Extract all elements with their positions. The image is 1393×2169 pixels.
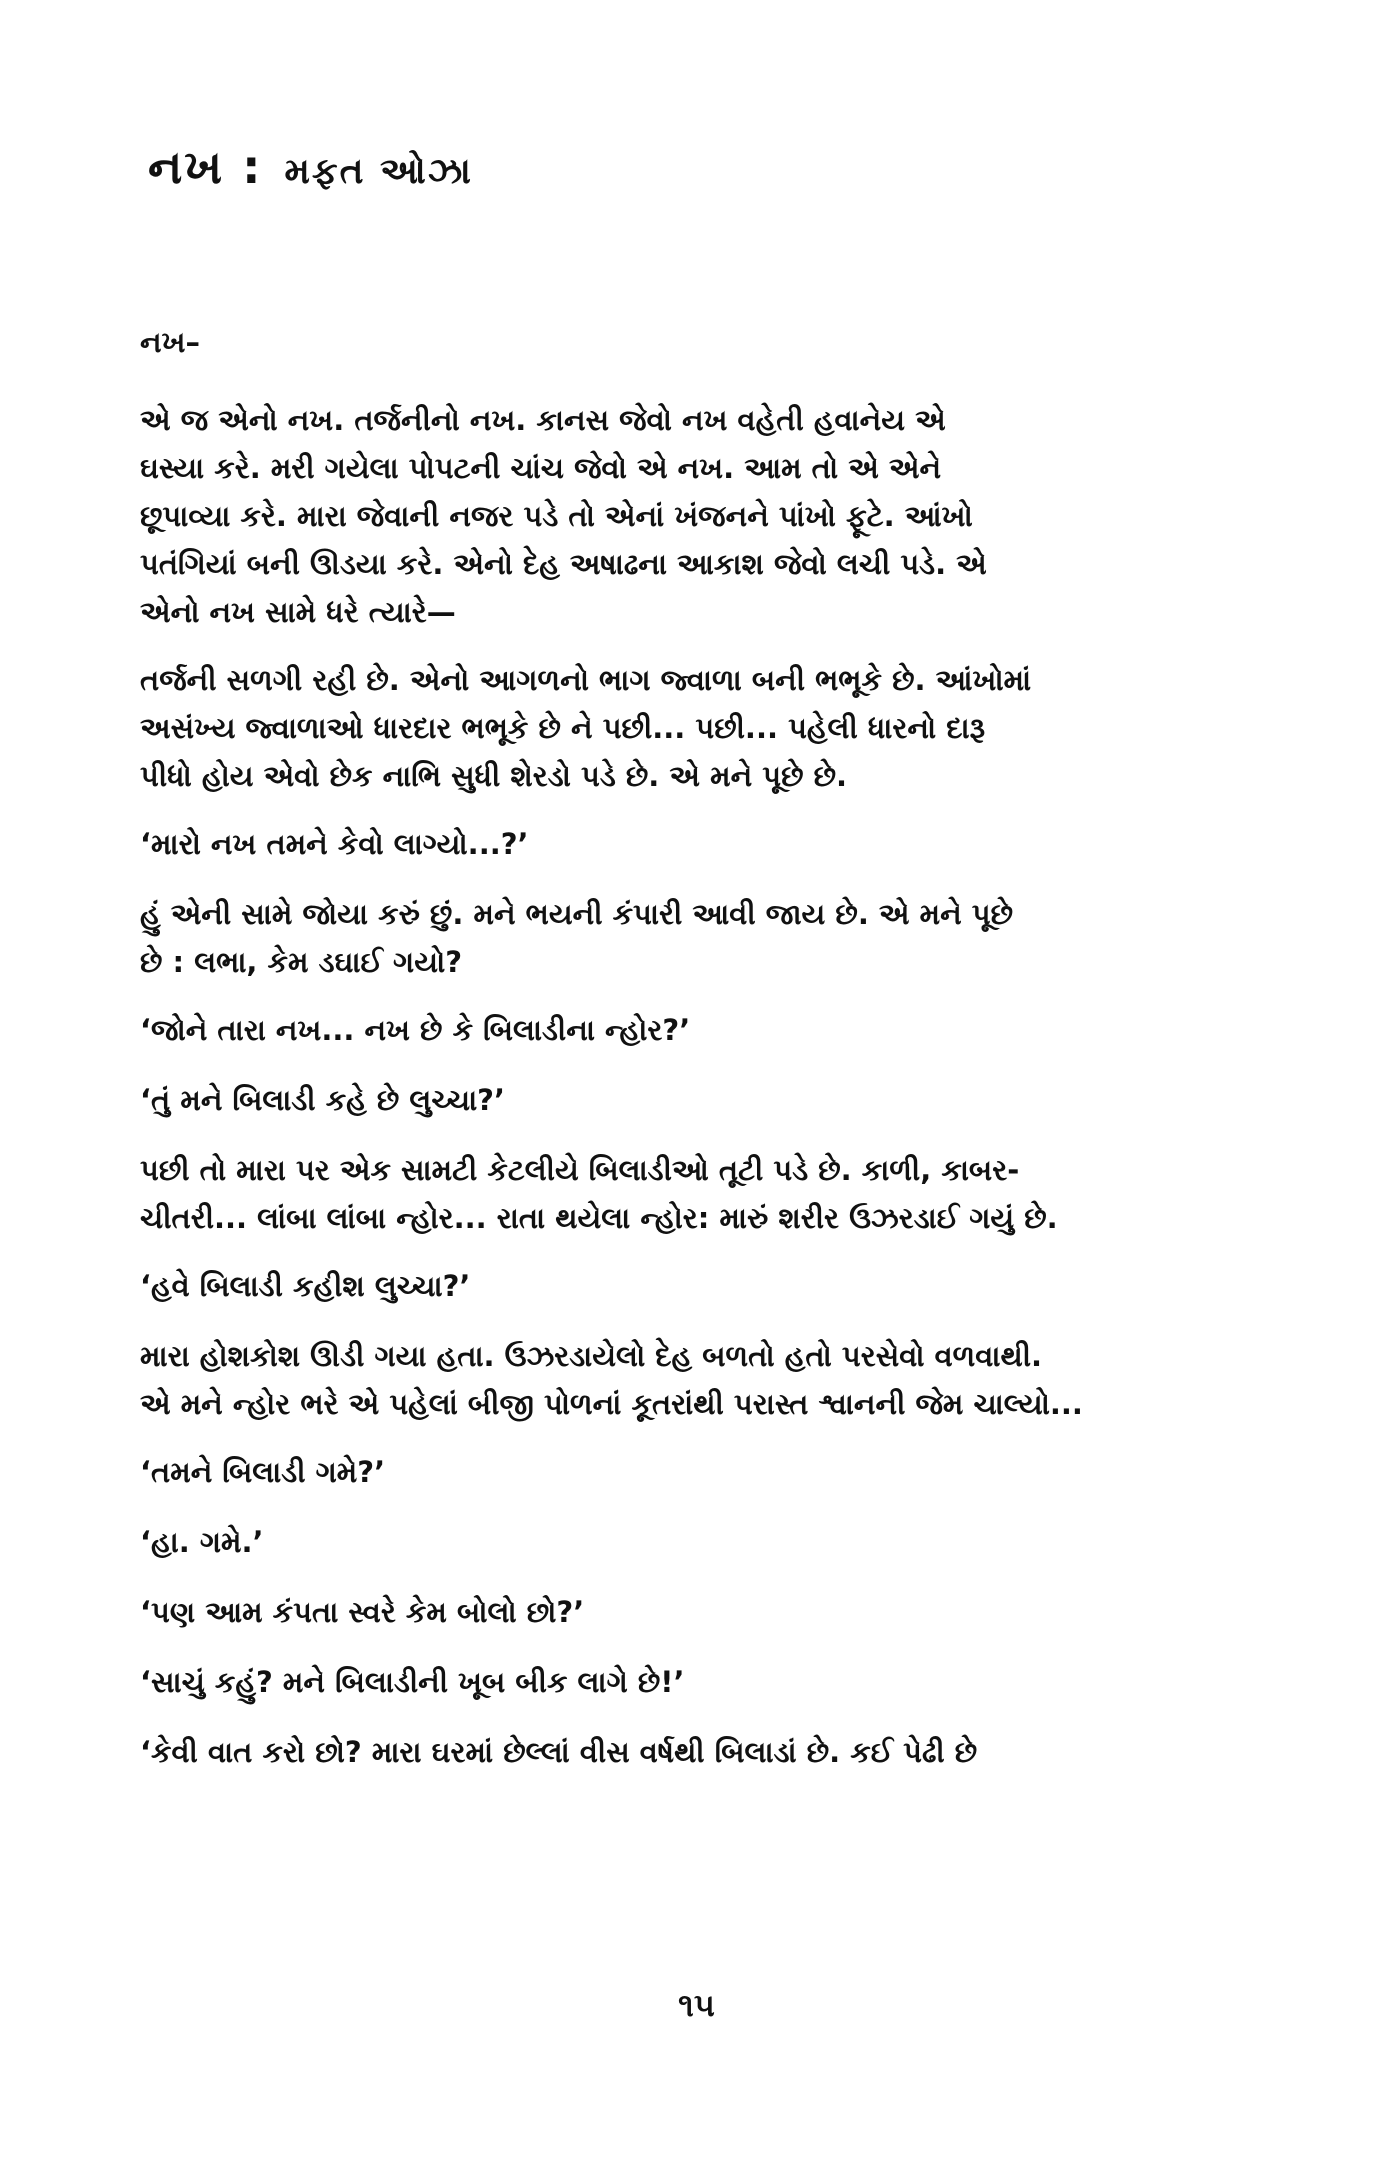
dialogue-line [140,1728,1265,1776]
dialogue-line [140,1658,1265,1706]
text-line: ‘જોને તારા નખ... નખ છે કે બિલાડીના ન્હોર?’ [140,1013,691,1047]
text-line: છે : લભા, કેમ ડઘાઈ ગયો? [140,945,463,979]
text-line: નખ– [140,325,200,359]
text-line: એ જ એનો નખ. તર્જનીનો નખ. કાનસ જેવો નખ વહેતી હવાનેય એ [140,403,946,437]
text-line: ‘કેવી વાત કરો છો? મારા ઘરમાં છેલ્લાં વીસ વર્ષથી બિલાડાં છે. કઈ પેઢી છે [140,1735,978,1769]
author-name: મફત ઓઝા [284,151,473,192]
paragraph [140,890,1265,986]
story-body [140,318,1265,1798]
text-line: ‘સાચું કહું? મને બિલાડીની ખૂબ બીક લાગે છે!’ [140,1665,685,1699]
paragraph [140,1146,1265,1242]
dialogue-line [140,1448,1265,1496]
text-line: ‘હવે બિલાડી કહીશ લુચ્ચા?’ [140,1269,471,1303]
dialogue-line [140,1006,1265,1054]
dialogue-line [140,820,1265,868]
text-line: છૂપાવ્યા કરે. મારા જેવાની નજર પડે તો એનાં ખંજનને પાંખો ફૂટે. આંખો [140,499,973,533]
text-line: પછી તો મારા પર એક સામટી કેટલીયે બિલાડીઓ તૂટી પડે છે. કાળી, કાબર- [140,1153,1020,1187]
dialogue-line [140,1588,1265,1636]
text-line: ‘પણ આમ કંપતા સ્વરે કેમ બોલો છો?’ [140,1595,585,1629]
text-line: મારા હોશકોશ ઊડી ગયા હતા. ઉઝરડાયેલો દેહ બળતો હતો પરસેવો વળવાથી. [140,1339,1043,1373]
text-line: એનો નખ સામે ધરે ત્યારે— [140,595,456,629]
heading-separator: : [242,140,263,194]
text-line: ‘હા. ગમે.’ [140,1525,264,1559]
text-line: તર્જની સળગી રહી છે. એનો આગળનો ભાગ જ્વાળા બની ભભૂકે છે. આંખોમાં [140,663,1032,697]
dialogue-line [140,1076,1265,1124]
text-line: ‘તમને બિલાડી ગમે?’ [140,1455,386,1489]
paragraph [140,318,1265,366]
dialogue-line [140,1262,1265,1310]
paragraph [140,1332,1265,1428]
text-line: એ મને ન્હોર ભરે એ પહેલાં બીજી પોળનાં કૂતરાંથી પરાસ્ત શ્વાનની જેમ ચાલ્યો... [140,1387,1083,1421]
text-line: પીધો હોય એવો છેક નાભિ સુધી શેરડો પડે છે. એ મને પૂછે છે. [140,759,848,793]
text-line: પતંગિયાં બની ઊડયા કરે. એનો દેહ અષાઢના આકાશ જેવો લચી પડે. એ [140,547,987,581]
chapter-heading [148,140,473,196]
text-line: હું એની સામે જોયા કરું છું. મને ભયની કંપારી આવી જાય છે. એ મને પૂછે [140,897,1014,931]
page-number: ૧૫ [678,1986,715,2024]
text-line: ચીતરી... લાંબા લાંબા ન્હોર... રાતા થયેલા ન્હોર: મારું શરીર ઉઝરડાઈ ગયું છે. [140,1201,1058,1235]
paragraph [140,396,1265,636]
chapter-title: નખ [148,140,225,194]
dialogue-line [140,1518,1265,1566]
paragraph [140,656,1265,800]
text-line: ઘસ્યા કરે. મરી ગયેલા પોપટની ચાંચ જેવો એ નખ. આમ તો એ એને [140,451,942,485]
text-line: ‘તું મને બિલાડી કહે છે લુચ્ચા?’ [140,1083,506,1117]
text-line: અસંખ્ય જ્વાળાઓ ધારદાર ભભૂકે છે ને પછી... પછી... પહેલી ધારનો દારૂ [140,711,986,745]
text-line: ‘મારો નખ તમને કેવો લાગ્યો...?’ [140,827,529,861]
